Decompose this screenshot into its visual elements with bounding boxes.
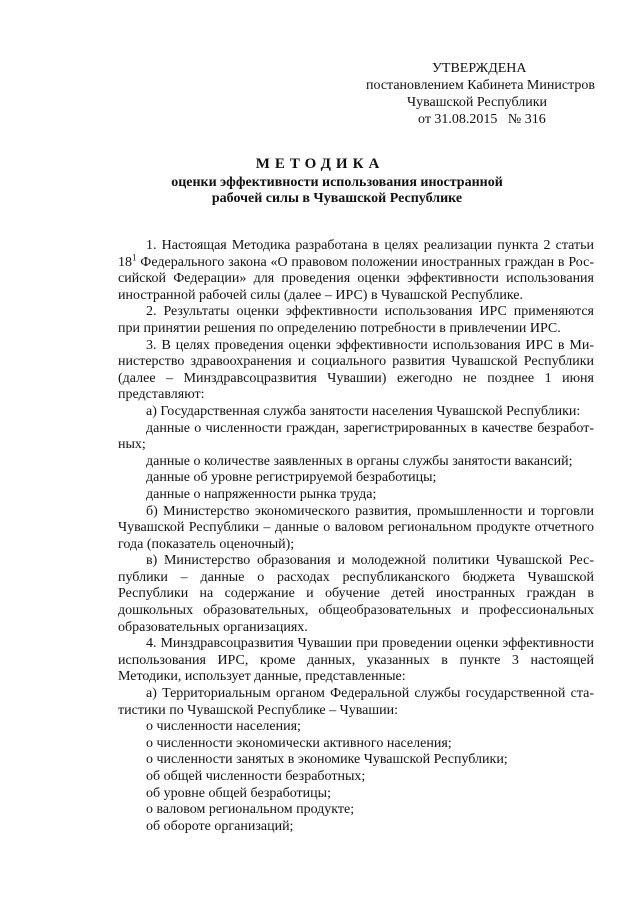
paragraph-4a-item-4: об общей численности безработных; — [146, 769, 366, 784]
subtitle-line-2: рабочей силы в Чувашской Республике — [211, 191, 463, 206]
paragraph-2: 2. Результаты оценки эффективности использования ИРС применяются при принятии решения по определению потребности в привлечении ИРС. — [118, 304, 594, 336]
paragraph-3: 3. В целях проведения оценки эффективности использования ИРС в Министерство здравоохранения и социального развития Чувашской Республики (далее – Минздравсоцразвития Чувашии) ежегодно не позднее 1 июня представляют: — [118, 337, 594, 403]
approval-republic: Чувашской Республики — [407, 95, 548, 110]
paragraph-3c: в) Министерство образования и молодежной политики Чувашской Республики – данные о расходах республиканского бюджета Чувашской Республики на содержание и обучение детей иностранных граждан в дошкольных образовательных, общеобразовательных и профессиональных образовательных организациях. — [118, 553, 594, 635]
subtitle-line-1: оценки эффективности использования иностранной — [171, 175, 503, 190]
paragraph-4a-item-7: об обороте организаций; — [146, 818, 294, 834]
document-body — [118, 238, 594, 835]
paragraph-4a: а) Территориальным органом Федеральной службы государственной статистики по Чувашской Республике – Чувашии: — [118, 686, 594, 718]
document-subtitle — [140, 175, 534, 207]
paragraph-3a-item-1: данные о численности граждан, зарегистрированных в качестве безработных; — [118, 420, 594, 453]
paragraph-4: 4. Минздравсоцразвития Чувашии при проведении оценки эффективности использования ИРС, кроме данных, указанных в пункте 3 настоящей Методики, использует данные, представленные: — [118, 636, 594, 685]
paragraph-1-post: Федерального закона «О правовом положении иностранных граждан в Российской Федерации» для проведения оценки эффективности использования иностранной рабочей силы (далее – ИРС) в Чувашской Республике. — [118, 254, 594, 303]
paragraph-3a-item-2: данные о количестве заявленных в органы службы занятости вакансий; — [146, 453, 573, 469]
paragraph-1 — [118, 238, 594, 304]
paragraph-4a-item-5: об уровне общей безработицы; — [146, 785, 331, 801]
paragraph-3a-item-4: данные о напряженности рынка труда; — [146, 486, 377, 502]
paragraph-4a-item-1: о численности населения; — [146, 719, 301, 735]
paragraph-3a: а) Государственная служба занятости населения Чувашской Республики: — [146, 403, 581, 419]
approval-title: УТВЕРЖДЕНА — [432, 61, 527, 76]
paragraph-4a-item-2: о численности экономически активного населения; — [146, 735, 452, 751]
paragraph-4a-item-3: о численности занятых в экономике Чувашской Республики; — [146, 752, 508, 768]
document-title: МЕТОДИКА — [255, 156, 385, 172]
paragraph-1-pre: 1. Настоящая Методика разработана в целях реализации пункта 2 статьи 18 — [118, 238, 594, 270]
approval-stamp — [366, 60, 616, 128]
approval-org: постановлением Кабинета Министров — [366, 78, 595, 93]
footnote-mark: 1 — [132, 251, 137, 262]
paragraph-4a-item-6: о валовом региональном продукте; — [146, 802, 355, 818]
paragraph-3b: б) Министерство экономического развития, промышленности и торговли Чувашской Республики – данные о валовом региональном продукте отчетного года (показатель оценочный); — [118, 503, 594, 552]
approval-date: от 31.08.2015 № 316 — [418, 112, 546, 127]
paragraph-3a-item-3: данные об уровне регистрируемой безработицы; — [146, 470, 437, 486]
